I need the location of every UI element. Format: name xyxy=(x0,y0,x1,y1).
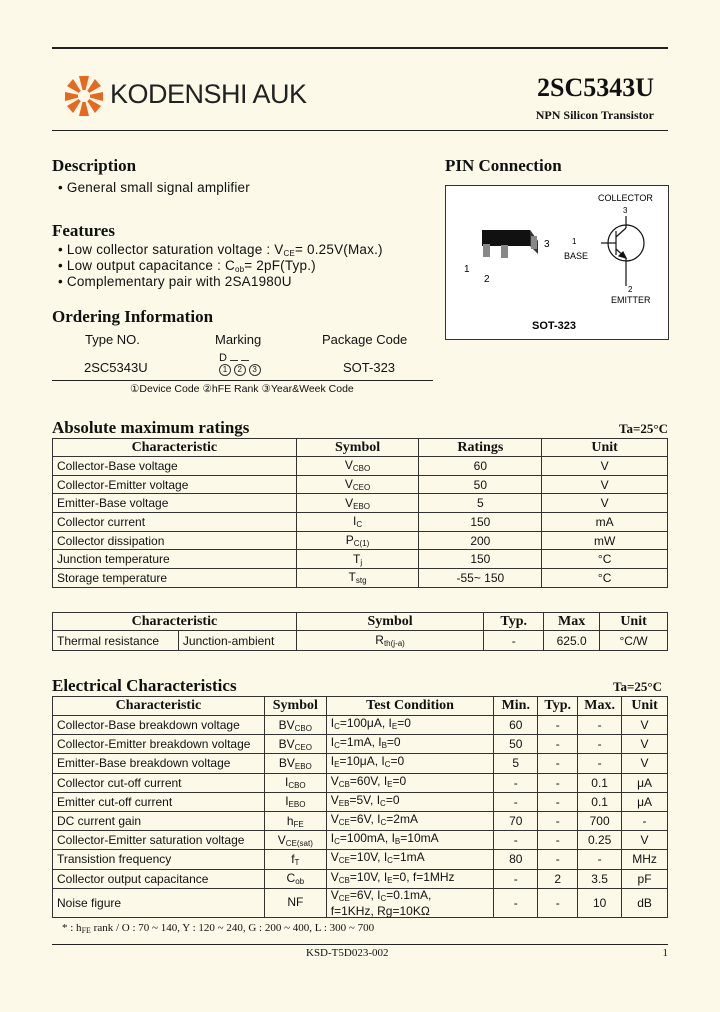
abs-max-row xyxy=(53,550,668,569)
elec-max: - xyxy=(578,850,622,869)
abs-max-symbol: $T_j$ xyxy=(296,550,419,569)
elec-unit: pF xyxy=(622,869,668,888)
abs-max-row xyxy=(53,569,668,588)
elec-test-condition: $V_{CE}=10V$, $I_C=1mA$ xyxy=(326,850,494,869)
elec-unit: dB xyxy=(622,888,668,917)
elec-characteristic: DC current gain xyxy=(53,811,265,830)
ordering-note: ①Device Code ②hFE Rank ③Year&Week Code xyxy=(130,383,354,395)
elec-cond: Ta=25°C xyxy=(613,679,662,694)
elec-typ: - xyxy=(538,716,578,735)
elec-footnote: * : $h_{FE}$ rank / O : 70 ~ 140, Y : 120 ~ 240, G : 200 ~ 400, L : 300 ~ 700 xyxy=(62,922,375,935)
abs-max-unit: °C xyxy=(542,550,668,569)
logo-sunburst-icon xyxy=(62,74,106,118)
ordering-header-marking: Marking xyxy=(215,332,262,347)
pin-diagram-box xyxy=(445,185,669,340)
elec-header: Test Condition xyxy=(326,697,494,716)
elec-unit: V xyxy=(622,735,668,754)
elec-header: Max. xyxy=(578,697,622,716)
abs-max-rating: 60 xyxy=(419,457,542,476)
abs-max-symbol: $P_{C(1)}$ xyxy=(296,531,419,550)
features-title: Features xyxy=(52,221,115,240)
thermal-table xyxy=(52,612,668,651)
thermal-header: Symbol xyxy=(296,613,483,631)
elec-header: Characteristic xyxy=(53,697,265,716)
abs-max-title: Absolute maximum ratings xyxy=(52,418,250,437)
elec-min: - xyxy=(494,869,538,888)
abs-max-header: Characteristic xyxy=(53,439,297,457)
elec-characteristic: Emitter cut-off current xyxy=(53,792,265,811)
elec-typ: - xyxy=(538,850,578,869)
elec-min: - xyxy=(494,792,538,811)
abs-max-unit: mA xyxy=(542,513,668,532)
elec-characteristic: Collector-Emitter saturation voltage xyxy=(53,831,265,850)
elec-unit: μA xyxy=(622,792,668,811)
elec-max: 3.5 xyxy=(578,869,622,888)
elec-max: 0.25 xyxy=(578,831,622,850)
elec-min: - xyxy=(494,831,538,850)
npn-transistor-symbol-icon xyxy=(601,216,644,286)
ordering-title: Ordering Information xyxy=(52,307,214,326)
elec-min: 60 xyxy=(494,716,538,735)
elec-characteristic: Collector output capacitance xyxy=(53,869,265,888)
abs-max-symbol: $V_{CEO}$ xyxy=(296,475,419,494)
elec-typ: - xyxy=(538,754,578,773)
abs-max-row xyxy=(53,531,668,550)
abs-max-rating: 150 xyxy=(419,513,542,532)
thermal-header: Max xyxy=(544,613,600,631)
elec-max: - xyxy=(578,716,622,735)
elec-table xyxy=(52,696,668,918)
elec-max: 700 xyxy=(578,811,622,830)
abs-max-unit: V xyxy=(542,457,668,476)
pkg-pin-2-label: 2 xyxy=(484,274,490,285)
elec-symbol: $f_T$ xyxy=(264,850,326,869)
abs-max-symbol: $V_{CBO}$ xyxy=(296,457,419,476)
elec-symbol: $I_{CBO}$ xyxy=(264,773,326,792)
ordering-header-package: Package Code xyxy=(322,332,408,347)
elec-symbol: $h_{FE}$ xyxy=(264,811,326,830)
description-title: Description xyxy=(52,156,137,175)
abs-max-rating: 150 xyxy=(419,550,542,569)
footer-rule xyxy=(52,944,668,945)
elec-unit: V xyxy=(622,754,668,773)
pkg-pin-1-label: 1 xyxy=(464,264,470,275)
thermal-header: Unit xyxy=(600,613,668,631)
elec-characteristic: Emitter-Base breakdown voltage xyxy=(53,754,265,773)
elec-row xyxy=(53,735,668,754)
abs-max-row xyxy=(53,494,668,513)
elec-typ: - xyxy=(538,792,578,811)
ordering-package: SOT-323 xyxy=(343,360,396,375)
elec-row xyxy=(53,850,668,869)
elec-test-condition: $V_{CE}=6V$, $I_C=0.1mA$, f=1KHz, Rg=10KΩ xyxy=(326,888,494,917)
ordering-rule xyxy=(52,380,433,381)
pin-3-label: 3 xyxy=(623,206,628,215)
pin-diagram xyxy=(446,186,668,339)
abs-max-row xyxy=(53,513,668,532)
elec-row xyxy=(53,792,668,811)
elec-symbol: $C_{ob}$ xyxy=(264,869,326,888)
elec-test-condition: $I_C=100\mu A$, $I_E=0$ xyxy=(326,716,494,735)
abs-max-row xyxy=(53,475,668,494)
abs-max-row xyxy=(53,457,668,476)
elec-row xyxy=(53,888,668,917)
elec-symbol: $V_{CE(sat)}$ xyxy=(264,831,326,850)
abs-max-header: Ratings xyxy=(419,439,542,457)
elec-typ: - xyxy=(538,831,578,850)
elec-max: 0.1 xyxy=(578,773,622,792)
sot323-package-icon xyxy=(482,230,538,258)
elec-typ: - xyxy=(538,735,578,754)
thermal-max: 625.0 xyxy=(544,631,600,651)
elec-symbol: $I_{EBO}$ xyxy=(264,792,326,811)
feature-item: • Complementary pair with 2SA1980U xyxy=(58,274,292,289)
elec-unit: - xyxy=(622,811,668,830)
abs-max-characteristic: Emitter-Base voltage xyxy=(53,494,297,513)
elec-characteristic: Noise figure xyxy=(53,888,265,917)
elec-row xyxy=(53,869,668,888)
base-label: BASE xyxy=(564,251,589,261)
page-number: 1 xyxy=(662,947,668,959)
elec-test-condition: $V_{CB}=60V$, $I_E=0$ xyxy=(326,773,494,792)
elec-max: 10 xyxy=(578,888,622,917)
elec-min: 50 xyxy=(494,735,538,754)
thermal-header: Characteristic xyxy=(53,613,297,631)
elec-typ: - xyxy=(538,811,578,830)
elec-symbol: $BV_{CEO}$ xyxy=(264,735,326,754)
elec-max: - xyxy=(578,735,622,754)
elec-row xyxy=(53,831,668,850)
elec-max: - xyxy=(578,754,622,773)
thermal-unit: °C/W xyxy=(600,631,668,651)
abs-max-rating: 200 xyxy=(419,531,542,550)
abs-max-characteristic: Collector dissipation xyxy=(53,531,297,550)
feature-item: • Low output capacitance : $C_{ob}= 2pF(Typ.)$ xyxy=(58,258,316,274)
elec-header: Unit xyxy=(622,697,668,716)
elec-characteristic: Collector-Base breakdown voltage xyxy=(53,716,265,735)
elec-characteristic: Collector-Emitter breakdown voltage xyxy=(53,735,265,754)
elec-unit: MHz xyxy=(622,850,668,869)
abs-max-characteristic: Storage temperature xyxy=(53,569,297,588)
abs-max-unit: V xyxy=(542,475,668,494)
abs-max-rating: 50 xyxy=(419,475,542,494)
elec-min: 70 xyxy=(494,811,538,830)
collector-label: COLLECTOR xyxy=(598,193,653,203)
elec-test-condition: $I_C=100mA$, $I_B=10mA$ xyxy=(326,831,494,850)
elec-row xyxy=(53,716,668,735)
abs-max-characteristic: Collector-Emitter voltage xyxy=(53,475,297,494)
company-logo xyxy=(62,74,106,118)
thermal-symbol: $R_{th(j-a)}$ xyxy=(296,631,483,651)
abs-max-symbol: $V_{EBO}$ xyxy=(296,494,419,513)
elec-header: Symbol xyxy=(264,697,326,716)
abs-max-cond: Ta=25°C xyxy=(619,421,668,436)
elec-test-condition: $I_E=10\mu A$, $I_C=0$ xyxy=(326,754,494,773)
elec-typ: 2 xyxy=(538,869,578,888)
elec-row xyxy=(53,754,668,773)
ordering-type-no: 2SC5343U xyxy=(84,360,148,375)
ordering-header-type: Type NO. xyxy=(85,332,140,347)
elec-min: - xyxy=(494,773,538,792)
package-label: SOT-323 xyxy=(532,320,577,332)
feature-item: • Low collector saturation voltage : $V_{CE}= 0.25V(Max.)$ xyxy=(58,242,383,258)
subtitle: NPN Silicon Transistor xyxy=(535,108,654,122)
elec-unit: V xyxy=(622,831,668,850)
abs-max-symbol: $T_{stg}$ xyxy=(296,569,419,588)
abs-max-unit: V xyxy=(542,494,668,513)
elec-row xyxy=(53,773,668,792)
abs-max-symbol: $I_C$ xyxy=(296,513,419,532)
abs-max-rating: -55~ 150 xyxy=(419,569,542,588)
abs-max-characteristic: Collector current xyxy=(53,513,297,532)
elec-header: Min. xyxy=(494,697,538,716)
elec-title: Electrical Characteristics xyxy=(52,676,237,695)
abs-max-header: Unit xyxy=(542,439,668,457)
thermal-sub-characteristic: Junction-ambient xyxy=(178,631,296,651)
elec-symbol: $BV_{CBO}$ xyxy=(264,716,326,735)
emitter-label: EMITTER xyxy=(611,295,651,305)
thermal-typ: - xyxy=(484,631,544,651)
company-name: KODENSHI AUK xyxy=(110,79,307,109)
elec-header: Typ. xyxy=(538,697,578,716)
elec-test-condition: $V_{CB}=10V$, $I_E=0$, f=1MHz xyxy=(326,869,494,888)
elec-unit: V xyxy=(622,716,668,735)
abs-max-rating: 5 xyxy=(419,494,542,513)
abs-max-unit: °C xyxy=(542,569,668,588)
doc-number: KSD-T5D023-002 xyxy=(306,947,389,959)
thermal-header: Typ. xyxy=(484,613,544,631)
header-rule xyxy=(52,130,668,131)
description-item: • General small signal amplifier xyxy=(58,180,250,195)
elec-test-condition: $V_{CE}=6V$, $I_C=2mA$ xyxy=(326,811,494,830)
elec-row xyxy=(53,811,668,830)
pin-2-label: 2 xyxy=(628,285,633,294)
elec-symbol: $BV_{EBO}$ xyxy=(264,754,326,773)
abs-max-characteristic: Collector-Base voltage xyxy=(53,457,297,476)
abs-max-characteristic: Junction temperature xyxy=(53,550,297,569)
elec-test-condition: $V_{EB}=5V$, $I_C=0$ xyxy=(326,792,494,811)
abs-max-header: Symbol xyxy=(296,439,419,457)
elec-typ: - xyxy=(538,888,578,917)
elec-min: 5 xyxy=(494,754,538,773)
elec-unit: μA xyxy=(622,773,668,792)
part-number: 2SC5343U xyxy=(536,73,654,102)
pin-1-label: 1 xyxy=(572,237,577,246)
abs-max-unit: mW xyxy=(542,531,668,550)
ordering-marking: D 1 2 3 xyxy=(219,352,261,376)
elec-max: 0.1 xyxy=(578,792,622,811)
abs-max-table xyxy=(52,438,668,588)
elec-min: - xyxy=(494,888,538,917)
pkg-pin-3-label: 3 xyxy=(544,239,550,250)
elec-min: 80 xyxy=(494,850,538,869)
elec-typ: - xyxy=(538,773,578,792)
elec-characteristic: Transistion frequency xyxy=(53,850,265,869)
pin-title: PIN Connection xyxy=(445,156,562,175)
elec-characteristic: Collector cut-off current xyxy=(53,773,265,792)
elec-test-condition: $I_C=1mA$, $I_B=0$ xyxy=(326,735,494,754)
thermal-characteristic: Thermal resistance xyxy=(53,631,179,651)
top-rule xyxy=(52,47,668,49)
elec-symbol: NF xyxy=(264,888,326,917)
